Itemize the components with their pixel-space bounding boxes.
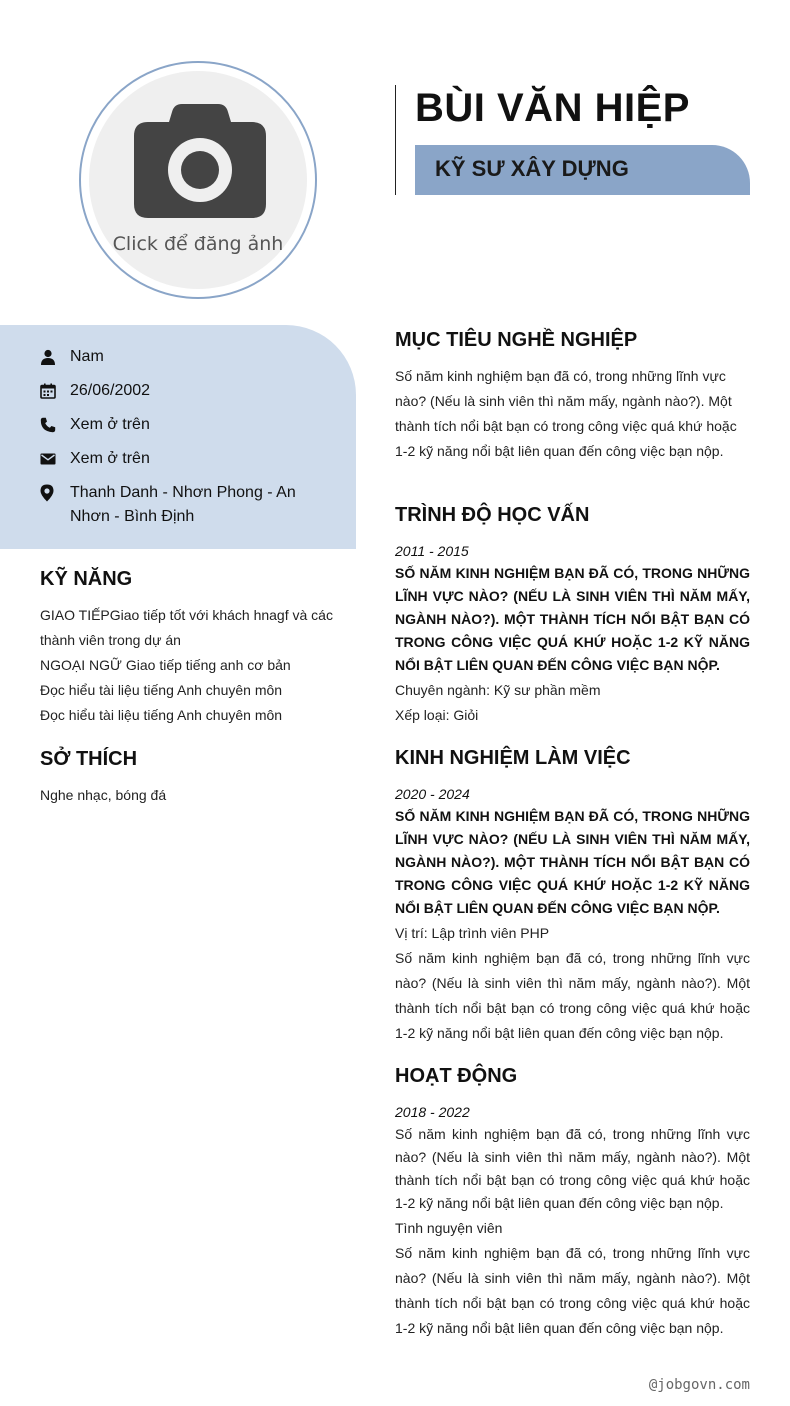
- calendar-icon: [40, 379, 64, 403]
- contact-phone: [40, 413, 310, 437]
- location-icon: [40, 481, 64, 505]
- profile-photo-frame: [79, 61, 317, 299]
- candidate-name: BÙI VĂN HIỆP: [415, 86, 690, 130]
- activities-description: Số năm kinh nghiệm bạn đã có, trong những lĩnh vực nào? (Nếu là sinh viên thì năm mấy, ngành nào?). Một thành tích nổi bật bạn có trong công việc quá khứ hoặc 1-2 kỹ năng nổi bật liên quan đến công việc bạn nộp.: [395, 1245, 750, 1336]
- experience-description: Số năm kinh nghiệm bạn đã có, trong những lĩnh vực nào? (Nếu là sinh viên thì năm mấy, ngành nào?). Một thành tích nổi bật bạn có trong công việc quá khứ hoặc 1-2 kỹ năng nổi bật liên quan đến công việc bạn nộp.: [395, 950, 750, 1041]
- hobbies-text: Nghe nhạc, bóng đá: [40, 787, 167, 803]
- skill-item: GIAO TIẾPGiao tiếp tốt với khách hnagf và các thành viên trong dự án: [40, 607, 333, 648]
- email-icon: [40, 447, 64, 471]
- skill-item: Đọc hiểu tài liệu tiếng Anh chuyên môn: [40, 707, 283, 723]
- education-heading: TRÌNH ĐỘ HỌC VẤN: [395, 504, 590, 526]
- objective-heading: MỤC TIÊU NGHỀ NGHIỆP: [395, 329, 638, 351]
- education-grade: Xếp loại: Giỏi: [395, 707, 479, 723]
- skill-item: NGOẠI NGỮ Giao tiếp tiếng anh cơ bản: [40, 657, 291, 673]
- contact-text: Thanh Danh - Nhơn Phong - An Nhơn - Bình Định: [70, 484, 296, 525]
- contact-birthday: [40, 379, 310, 403]
- education-period: 2011 - 2015: [395, 543, 469, 559]
- contact-address: [40, 481, 310, 529]
- objective-text: Số năm kinh nghiệm bạn đã có, trong những lĩnh vực nào? (Nếu là sinh viên thì năm mấy, ngành nào?). Một thành tích nổi bật bạn có trong công việc quá khứ hoặc 1-2 kỹ năng nổi bật liên quan đến công việc bạn nộp.: [395, 368, 737, 459]
- experience-period: 2020 - 2024: [395, 786, 470, 802]
- contact-text: Xem ở trên: [70, 416, 150, 433]
- skills-heading: KỸ NĂNG: [40, 568, 133, 590]
- phone-icon: [40, 413, 64, 437]
- contact-gender: [40, 345, 310, 369]
- contact-text: Nam: [70, 348, 104, 365]
- experience-company: SỐ NĂM KINH NGHIỆM BẠN ĐÃ CÓ, TRONG NHỮNG LĨNH VỰC NÀO? (NẾU LÀ SINH VIÊN THÌ NĂM MẤY, NGÀNH NÀO?). MỘT THÀNH TÍCH NỔI BẬT BẠN CÓ TRONG CÔNG VIỆC QUÁ KHỨ HOẶC 1-2 KỸ NĂNG NỔI BẬT LIÊN QUAN ĐẾN CÔNG VIỆC BẠN NỘP.: [395, 808, 750, 916]
- skill-item: Đọc hiểu tài liệu tiếng Anh chuyên môn: [40, 682, 283, 698]
- job-title-band: [415, 145, 750, 195]
- activities-organization: Số năm kinh nghiệm bạn đã có, trong những lĩnh vực nào? (Nếu là sinh viên thì năm mấy, ngành nào?). Một thành tích nổi bật bạn có trong công việc quá khứ hoặc 1-2 kỹ năng nổi bật liên quan đến công việc bạn nộp.: [395, 1126, 750, 1211]
- upload-photo-label: Click để đăng ảnh: [112, 233, 284, 255]
- activities-period: 2018 - 2022: [395, 1104, 470, 1120]
- watermark: @jobgovn.com: [648, 1377, 750, 1393]
- contact-text: 26/06/2002: [70, 382, 151, 399]
- name-divider: [395, 85, 396, 195]
- upload-photo-button[interactable]: [89, 71, 307, 289]
- activities-heading: HOẠT ĐỘNG: [395, 1065, 518, 1087]
- experience-position: Vị trí: Lập trình viên PHP: [395, 925, 550, 941]
- education-major: Chuyên ngành: Kỹ sư phần mềm: [395, 682, 601, 698]
- person-icon: [40, 345, 64, 369]
- job-title: KỸ SƯ XÂY DỰNG: [435, 156, 629, 181]
- education-entry: [395, 541, 750, 728]
- experience-heading: KINH NGHIỆM LÀM VIỆC: [395, 747, 631, 769]
- hobbies-heading: SỞ THÍCH: [40, 748, 138, 770]
- activities-entry: [395, 1102, 750, 1341]
- camera-icon: [134, 104, 266, 218]
- contact-email: [40, 447, 310, 471]
- skills-list: [40, 603, 340, 728]
- experience-entry: [395, 784, 750, 1046]
- contact-text: Xem ở trên: [70, 450, 150, 467]
- activities-role: Tình nguyện viên: [395, 1220, 503, 1236]
- education-school: SỐ NĂM KINH NGHIỆM BẠN ĐÃ CÓ, TRONG NHỮNG LĨNH VỰC NÀO? (NẾU LÀ SINH VIÊN THÌ NĂM MẤY, NGÀNH NÀO?). MỘT THÀNH TÍCH NỔI BẬT BẠN CÓ TRONG CÔNG VIỆC QUÁ KHỨ HOẶC 1-2 KỸ NĂNG NỔI BẬT LIÊN QUAN ĐẾN CÔNG VIỆC BẠN NỘP.: [395, 565, 750, 673]
